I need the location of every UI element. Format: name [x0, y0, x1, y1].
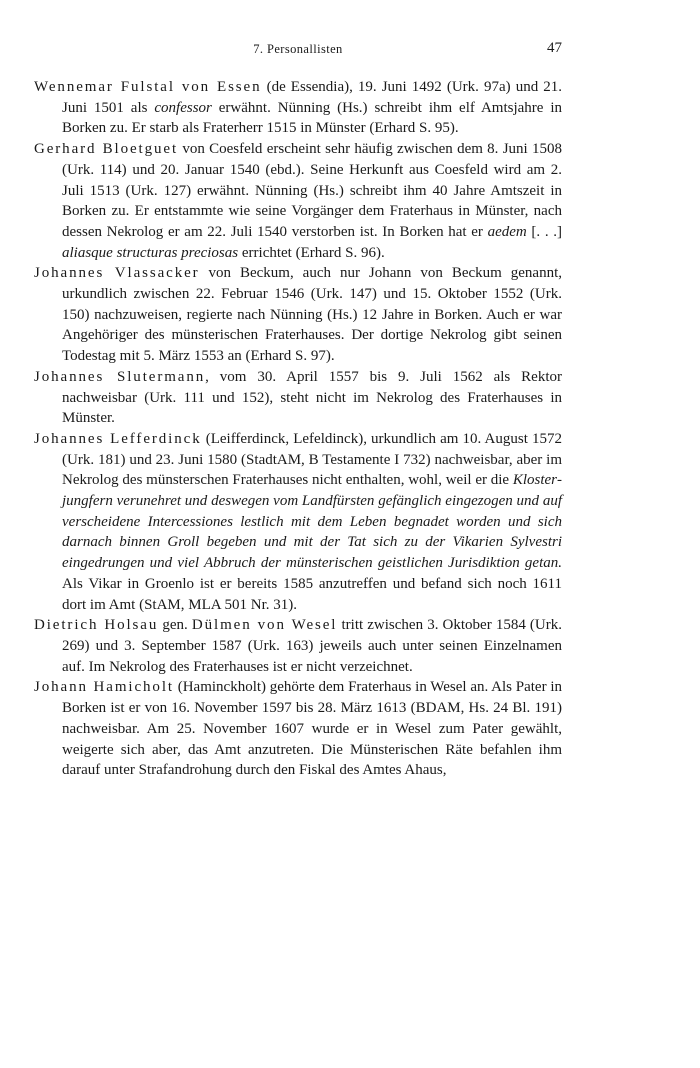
- entry-text: , vom 30. April 1557 bis 9. Juli 1562 als Rektor nachweisbar (Urk. 111 und 152), steht nicht im Nekrolog des Fraterhauses in Münster.: [62, 368, 562, 427]
- entry-italic-text: confessor: [154, 99, 212, 116]
- personnel-list: [34, 77, 562, 781]
- list-entry: [34, 677, 562, 781]
- person-name: Johannes Slutermann: [34, 368, 206, 385]
- entry-text: gen.: [158, 617, 192, 634]
- entry-italic-text: aedem: [487, 223, 527, 240]
- entry-text: von Coesfeld erscheint sehr häufig zwischen dem 8. Juni 1508 (Urk. 114) und 20. Januar 1540 (ebd.). Seine Herkunft aus Coesfeld wird am 2. Juli 1513 (Urk. 127) erwähnt. Nünning (Hs.) schreibt ihm 40 Jahre Amtszeit in Borken zu. Er entstammte wie seine Vorgänger dem Fraterhaus in Münster, nach dessen Nekrolog er am 22. Juli 1540 verstorben ist. In Borken hat er: [62, 141, 562, 240]
- list-entry: [34, 429, 562, 615]
- person-name: Johann Hamicholt: [34, 679, 174, 696]
- person-name: Dülmen von Wesel: [191, 617, 338, 634]
- entry-text: erwähnt. Nünning (Hs.) schreibt ihm elf Amtsjahre in Borken zu. Er starb als Fraterherr 1515 in Münster (Erhard S. 95).: [62, 99, 562, 137]
- entry-text: errichtet (Erhard S. 96).: [238, 244, 385, 261]
- entry-text: (Leifferdinck, Lefeldinck), urkundlich am 10. August 1572 (Urk. 181) und 23. Juni 1580 (StadtAM, B Testamente I 732) nachweisbar, aber im Nekrolog des münsterschen Fraterhauses nicht enthalten, wohl, weil er die: [62, 430, 562, 489]
- chapter-title: 7. Personallisten: [253, 42, 343, 56]
- person-name: Wennemar Fulstal von Essen: [34, 79, 262, 95]
- person-name: Johannes Vlassacker: [34, 265, 200, 282]
- entry-italic-text: aliasque structuras preciosas: [62, 244, 239, 261]
- running-head: [34, 40, 562, 60]
- entry-text: (Haminckholt) gehörte dem Fraterhaus in Wesel an. Als Pater in Borken ist er von 16. November 1597 bis 28. März 1613 (BDAM, Hs. 24 Bl. 191) nachweisbar. Am 25. November 1607 wurde er in Wesel zum Pater gewählt, weigerte sich aber, das Amt anzutreten. Die Münsterischen Räte befahlen ihm darauf unter Strafandrohung durch den Fiskal des Amtes Ahaus,: [62, 679, 562, 779]
- list-entry: [34, 139, 562, 263]
- list-entry: [34, 77, 562, 139]
- list-entry: [34, 615, 562, 677]
- person-name: Johannes Lefferdinck: [34, 430, 202, 447]
- person-name: Gerhard Bloetguet: [34, 141, 179, 158]
- list-entry: [34, 263, 562, 367]
- entry-text: [. . .]: [526, 223, 562, 240]
- entry-text: von Beckum, auch nur Johann von Beckum genannt, urkundlich zwischen 22. Februar 1546 (Urk. 147) und 15. Oktober 1552 (Urk. 150) nachzuweisen, regierte nach Nünning (Hs.) 12 Jahre in Borken. Auch er war Angehöriger des münsterischen Fraterhauses. Der dortige Nekrolog gibt seinen Todestag mit 5. März 1553 an (Erhard S. 97).: [62, 265, 562, 365]
- entry-italic-text: Klosterjungfern verunehret und deswegen vom Landfürsten gefänglich eingezogen und auf verscheidene Intercessiones lestlich mit dem Leben begnadet worden und sich darnach binnen Groll begeben und mit der Tat sich zu der Vikarien Sylvestri eingedrungen und viel Abbruch der münsterischen geistlichen Jurisdiktion getan.: [62, 472, 562, 572]
- person-name: Dietrich Holsau: [34, 617, 159, 634]
- entry-text: (de Essendia), 19. Juni 1492 (Urk. 97a) und 21. Juni 1501 als: [62, 79, 563, 116]
- entry-text: tritt zwischen 3. Oktober 1584 (Urk. 269) und 3. September 1587 (Urk. 163) jeweils auch unter seinen Einzelnamen auf. Im Nekrolog des Fraterhauses ist er nicht verzeichnet.: [62, 617, 563, 675]
- entry-text: Als Vikar in Groenlo ist er bereits 1585 anzutreffen und befand sich noch 1611 dort im Amt (StAM, MLA 501 Nr. 31).: [62, 575, 562, 613]
- page-number: 47: [547, 40, 562, 56]
- list-entry: [34, 367, 562, 429]
